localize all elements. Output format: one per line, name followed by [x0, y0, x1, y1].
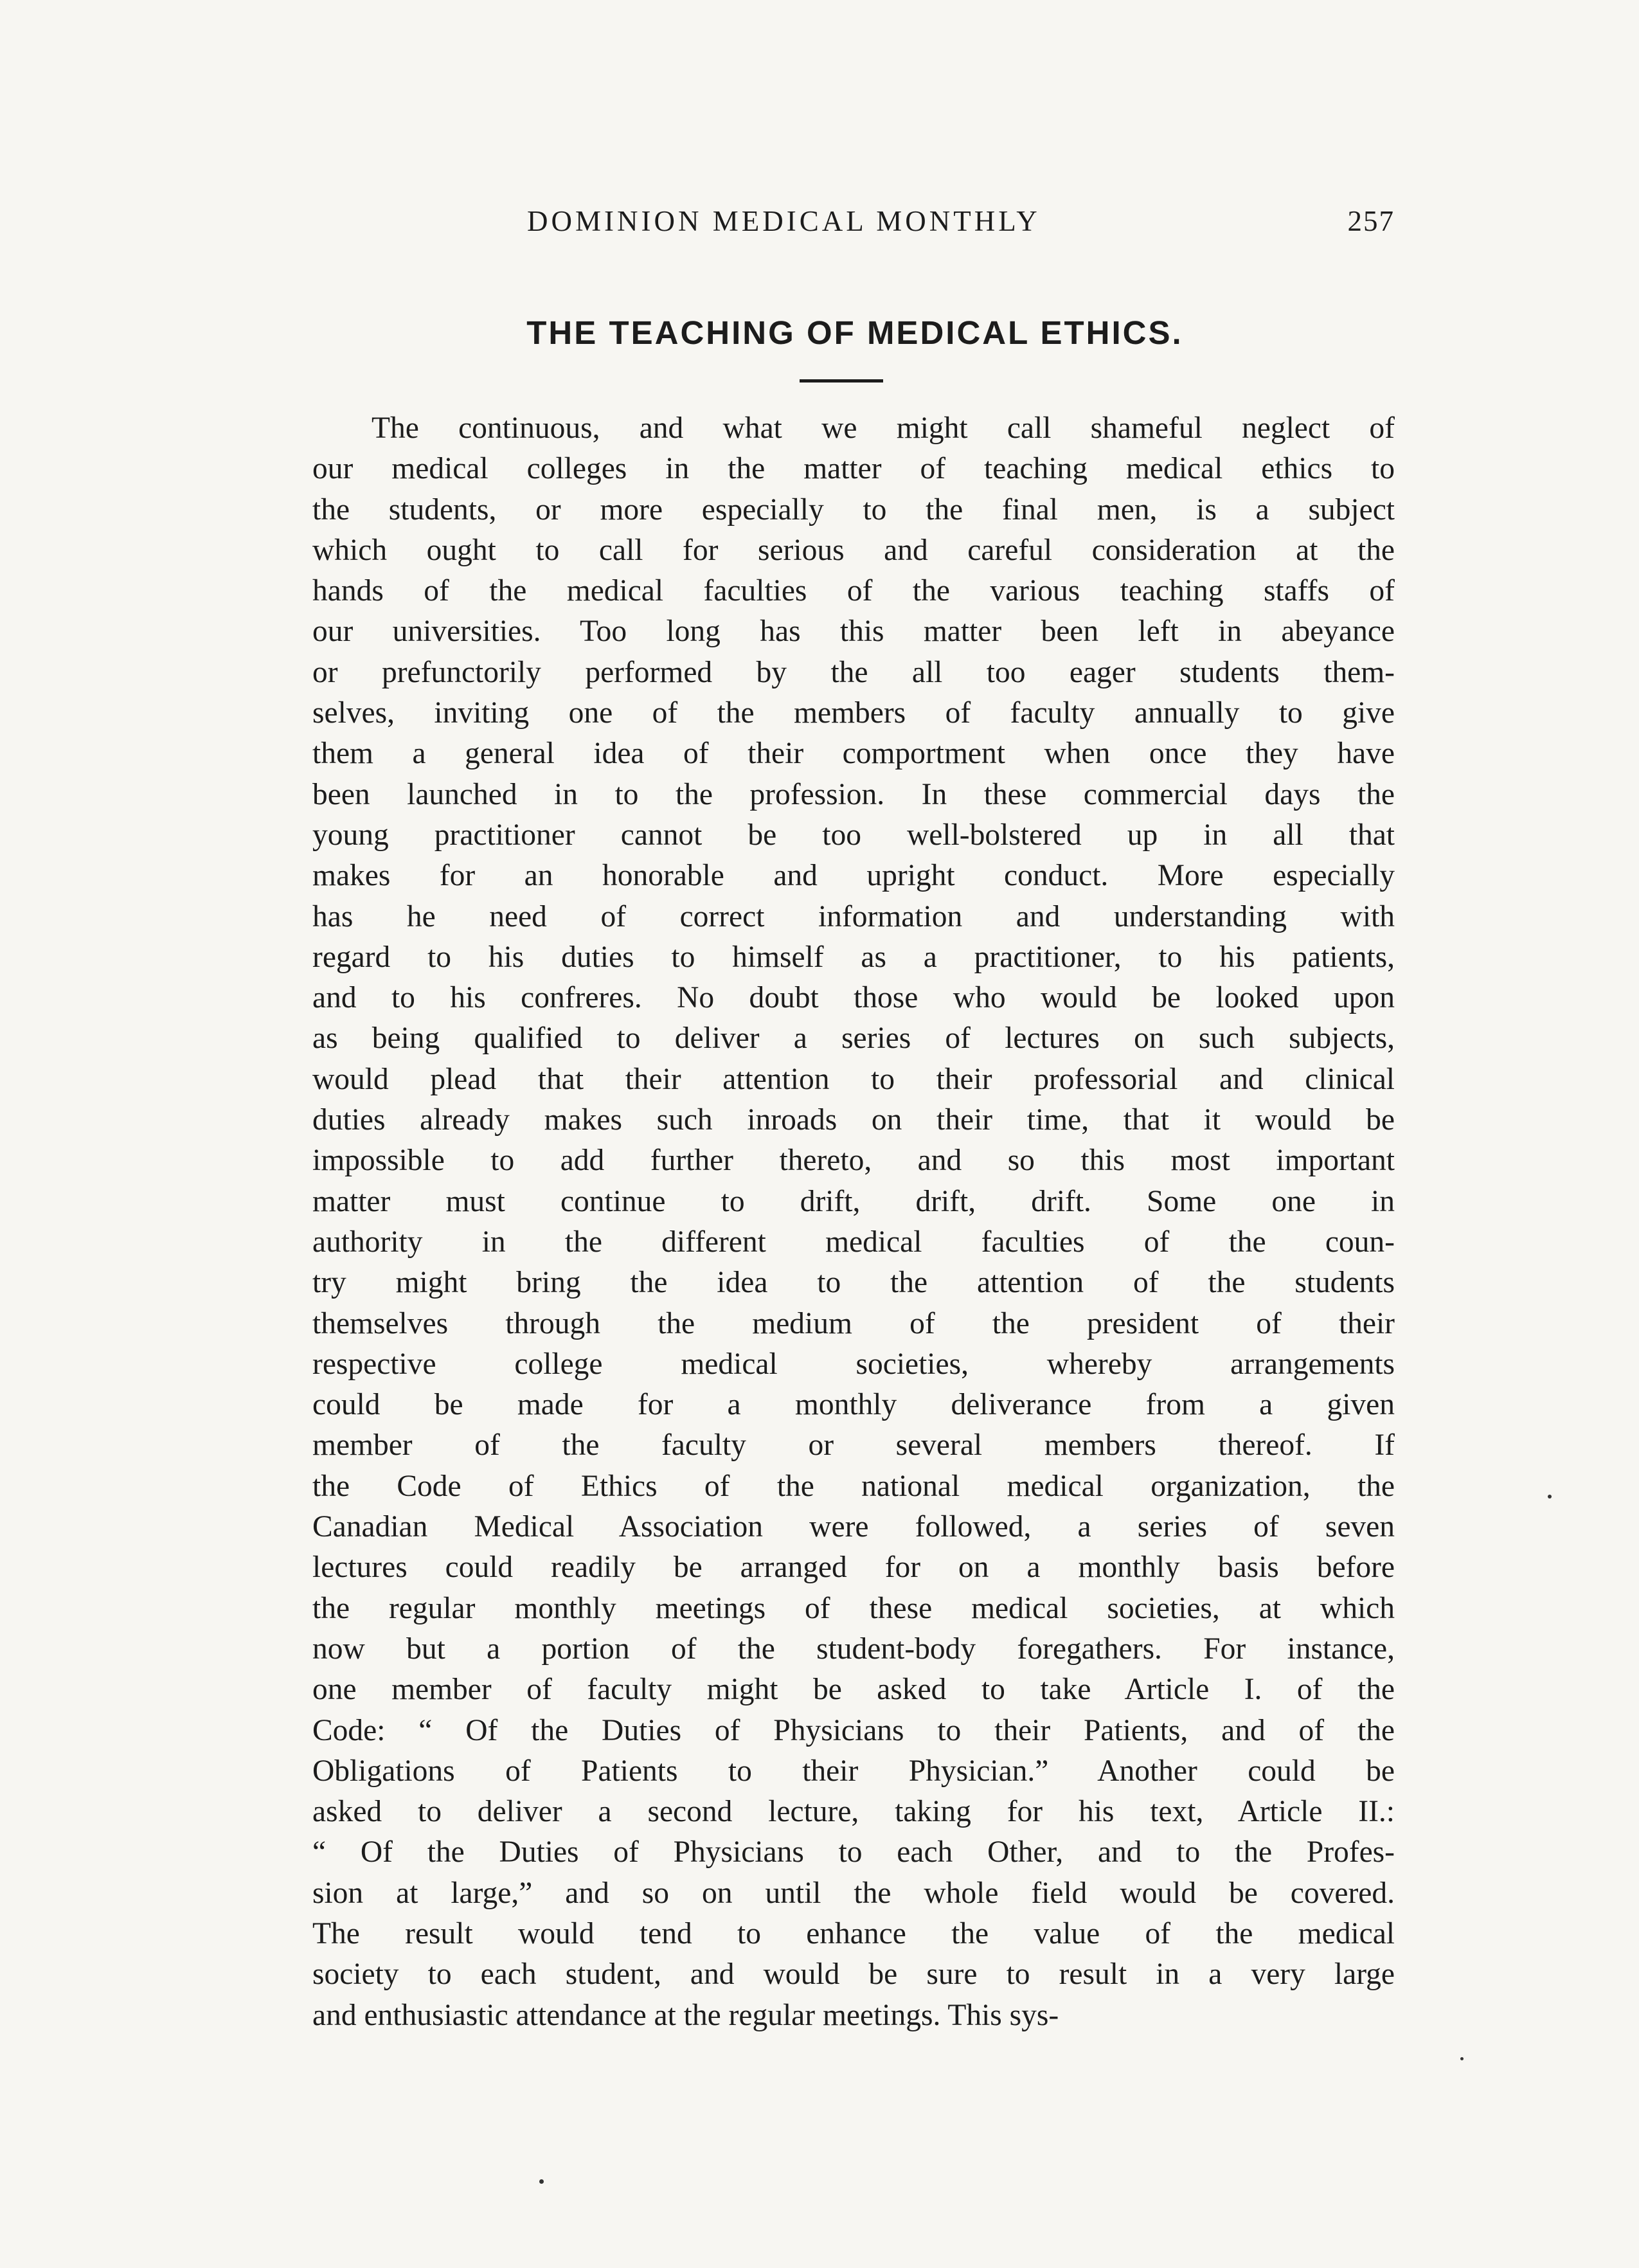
journal-title: DOMINION MEDICAL MONTHLY [527, 205, 1041, 237]
article-body [312, 408, 1395, 2036]
text-line: matter must continue to drift, drift, drift. Some one in [312, 1184, 1395, 1218]
text-line: one member of faculty might be asked to take Article I. of the [312, 1673, 1395, 1707]
text-line: impossible to add further thereto, and so this most important [312, 1144, 1395, 1178]
text-line: our universities. Too long has this matter been left in abeyance [312, 615, 1395, 649]
text-line: now but a portion of the student-body foregathers. For instance, [312, 1632, 1395, 1666]
text-line: regard to his duties to himself as a practitioner, to his patients, [312, 940, 1395, 974]
page-number: 257 [1347, 205, 1395, 237]
text-line: makes for an honorable and upright conduct. More especially [312, 859, 1395, 893]
text-line: which ought to call for serious and careful consideration at the [312, 533, 1395, 567]
text-line: Code: “ Of the Duties of Physicians to their Patients, and of the [312, 1713, 1395, 1747]
text-line: the students, or more especially to the final men, is a subject [312, 492, 1395, 526]
text-line: Canadian Medical Association were followed, a series of seven [312, 1510, 1395, 1544]
text-line: respective college medical societies, whereby arrangements [312, 1347, 1395, 1381]
title-rule [800, 379, 883, 382]
text-line: them a general idea of their comportment when once they have [312, 737, 1395, 771]
text-line: would plead that their attention to their professorial and clinical [312, 1062, 1395, 1096]
text-line: selves, inviting one of the members of faculty annually to give [312, 696, 1395, 730]
text-line: “ Of the Duties of Physicians to each Other, and to the Profes- [312, 1835, 1395, 1869]
text-line: lectures could readily be arranged for on a monthly basis before [312, 1551, 1395, 1585]
text-line: young practitioner cannot be too well-bolstered up in all that [312, 818, 1395, 852]
text-line: and to his confreres. No doubt those who would be looked upon [312, 981, 1395, 1015]
scan-speck [1548, 1495, 1552, 1498]
text-line: hands of the medical faculties of the various teaching staffs of [312, 574, 1395, 608]
scan-speck [1460, 2057, 1464, 2060]
running-head [315, 204, 1395, 249]
text-line: the regular monthly meetings of these medical societies, at which [312, 1591, 1395, 1625]
text-line: sion at large,” and so on until the whole field would be covered. [312, 1876, 1395, 1910]
text-line: has he need of correct information and understanding with [312, 899, 1395, 933]
text-line: been launched in to the profession. In these commercial days the [312, 777, 1395, 811]
text-line: or prefunctorily performed by the all too eager students them- [312, 655, 1395, 689]
text-line: society to each student, and would be sure to result in a very large [312, 1958, 1395, 1992]
text-line: The result would tend to enhance the value of the medical [312, 1916, 1395, 1950]
text-line: as being qualified to deliver a series of lectures on such subjects, [312, 1022, 1395, 1056]
text-line: try might bring the idea to the attention of the students [312, 1266, 1395, 1300]
text-line: member of the faculty or several members thereof. If [312, 1428, 1395, 1462]
text-line: could be made for a monthly deliverance from a given [312, 1388, 1395, 1422]
text-line: authority in the different medical faculties of the coun- [312, 1225, 1395, 1259]
text-line: asked to deliver a second lecture, taking for his text, Article II.: [312, 1795, 1395, 1829]
text-line: Obligations of Patients to their Physician.” Another could be [312, 1754, 1395, 1788]
text-line: the Code of Ethics of the national medical organization, the [312, 1469, 1395, 1503]
article-title: THE TEACHING OF MEDICAL ETHICS. [526, 314, 1183, 351]
text-line: duties already makes such inroads on their time, that it would be [312, 1103, 1395, 1137]
text-line: themselves through the medium of the president of their [312, 1306, 1395, 1340]
scan-speck [539, 2179, 544, 2184]
text-line: our medical colleges in the matter of teaching medical ethics to [312, 452, 1395, 486]
text-line: The continuous, and what we might call shameful neglect of [372, 411, 1395, 445]
text-line: and enthusiastic attendance at the regular meetings. This sys- [312, 1998, 1059, 2032]
